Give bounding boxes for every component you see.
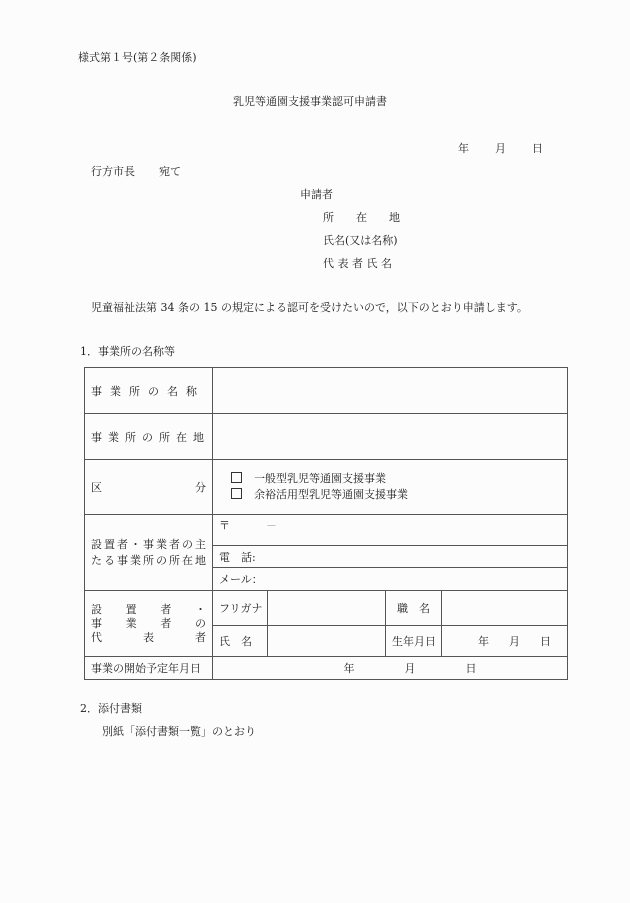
start-date-input[interactable]: 年 月 日 [213,657,568,680]
operator-postal-input[interactable]: 〒 － [213,515,568,546]
start-date-label: 事業の開始予定年月日 [85,657,213,680]
facility-name-label: 事業所の名称 [85,368,213,414]
facility-name-row [85,368,568,414]
furigana-input[interactable] [268,591,386,626]
checkbox-icon[interactable] [231,472,242,483]
section2-heading: 2．添付書類 [80,702,142,715]
date-month: 月 [495,142,506,155]
section1-heading: 1．事業所の名称等 [80,345,175,358]
category-option-surplus[interactable]: 余裕活用型乳児等通園支援事業 [231,487,561,503]
operator-phone-input[interactable]: 電 話: [213,546,568,568]
representative-label: 設 置 者 ・ 事 業 者 の 代 表 者 [85,591,213,657]
form-number: 様式第１号(第２条関係) [78,51,197,64]
category-option-general[interactable]: 一般型乳児等通園支援事業 [231,471,561,487]
addressee-suffix: 宛て [159,165,181,178]
name-label: 氏 名 [213,626,268,657]
operator-postal-row [85,515,568,546]
operator-address-label: 設置者・事業者の主 たる事業所の所在地 [85,515,213,591]
document-title: 乳児等通園支援事業認可申請書 [233,95,387,108]
addressee [91,166,181,177]
date-day: 日 [532,142,543,155]
applicant-name-label: 氏名(又は名称) [323,234,398,247]
representative-furigana-row [85,591,568,626]
facility-info-table [84,367,568,680]
applicant-address-label: 所 在 地 [323,211,400,224]
postal-mark-icon: 〒 [219,519,230,532]
application-statement: 児童福祉法第 34 条の 15 の規定による認可を受けたいので，以下のとおり申請します。 [91,301,528,314]
furigana-label: フリガナ [213,591,268,626]
date-year: 年 [458,142,469,155]
name-input[interactable] [268,626,386,657]
start-date-row [85,657,568,680]
job-title-input[interactable] [442,591,568,626]
birthdate-input[interactable]: 年 月 日 [442,626,568,657]
category-options [213,460,568,515]
representative-name-label: 代 表 者 氏 名 [323,257,392,270]
category-row [85,460,568,515]
category-label: 区 分 [85,460,213,515]
birthdate-label: 生年月日 [386,626,442,657]
operator-email-input[interactable]: メール： [213,568,568,591]
facility-name-input[interactable] [213,368,568,414]
applicant-label: 申請者 [300,188,333,201]
section2-text: 別紙「添付書類一覧」のとおり [102,725,256,738]
addressee-name: 行方市長 [91,165,135,178]
date-line [458,143,543,154]
job-title-label: 職 名 [386,591,442,626]
facility-address-input[interactable] [213,414,568,460]
facility-address-row [85,414,568,460]
facility-address-label: 事業所の所在地 [85,414,213,460]
checkbox-icon[interactable] [231,488,242,499]
